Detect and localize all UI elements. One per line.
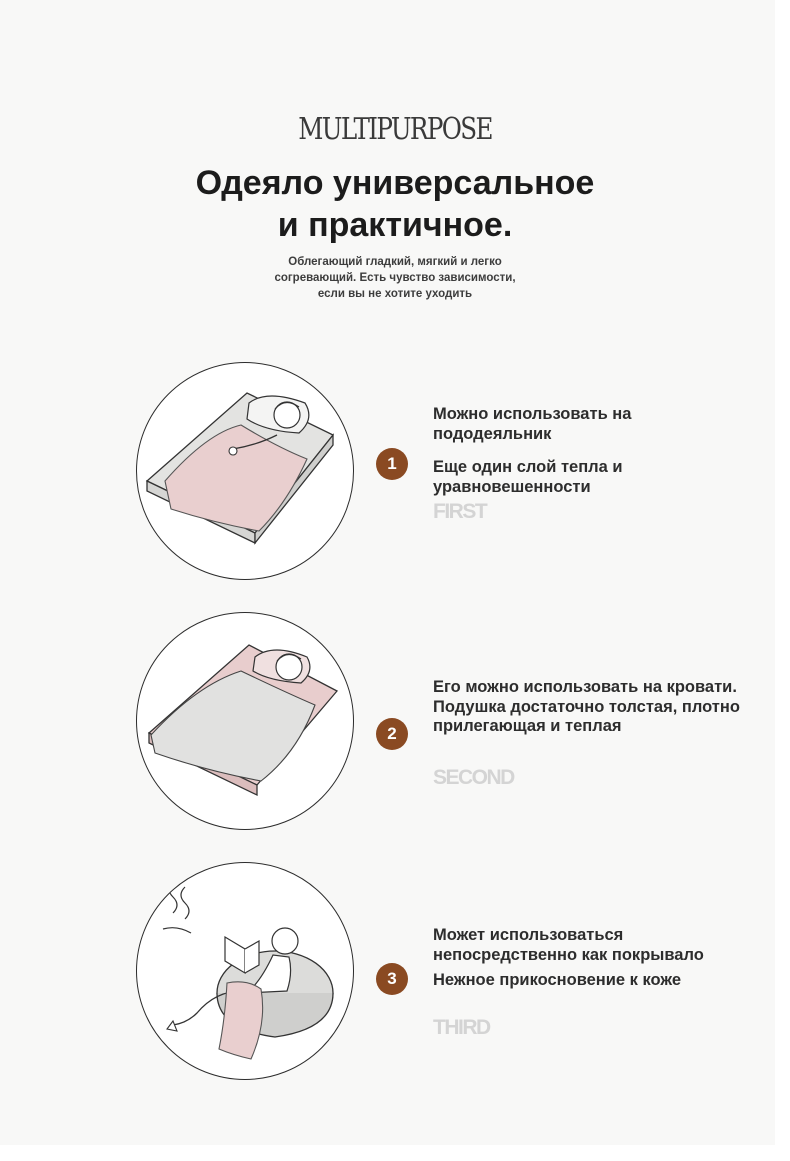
step-badge-1: 1 [376, 448, 408, 480]
sleeping-on-bed-illustration [136, 612, 354, 830]
step-badge-3: 3 [376, 963, 408, 995]
item-2-text [433, 678, 753, 737]
ordinal-first: FIRST [433, 500, 487, 523]
item-3-text [433, 926, 753, 991]
item-1-text-primary: Можно использовать на пододеяльник [433, 405, 632, 443]
item-1-text [433, 405, 753, 497]
title-line-2: и практичное. [277, 206, 513, 244]
page-title [0, 162, 790, 246]
ordinal-third: THIRD [433, 1016, 490, 1039]
eyebrow-label: MULTIPURPOSE [298, 112, 492, 147]
title-line-1: Одеяло универсальное [195, 164, 595, 202]
item-1-text-secondary: Еще один слой тепла и уравновешенности [433, 458, 623, 496]
illustration-1-svg [137, 363, 353, 579]
item-3-text-secondary: Нежное прикосновение к коже [433, 971, 682, 989]
illustration-3-svg [137, 863, 353, 1079]
reading-on-beanbag-illustration [136, 862, 354, 1080]
illustration-2-svg [137, 613, 353, 829]
item-2-text-primary: Его можно использовать на кровати. Подушка достаточно толстая, плотно прилегающая и теплая [433, 678, 740, 735]
ordinal-second: SECOND [433, 766, 514, 789]
item-3-text-primary: Может использоваться непосредственно как покрывало [433, 926, 704, 964]
sleeping-under-pink-blanket-illustration [136, 362, 354, 580]
step-badge-2: 2 [376, 718, 408, 750]
subtitle: Облегающий гладкий, мягкий и легко согревающий. Есть чувство зависимости, если вы не хотите уходить [274, 256, 516, 300]
